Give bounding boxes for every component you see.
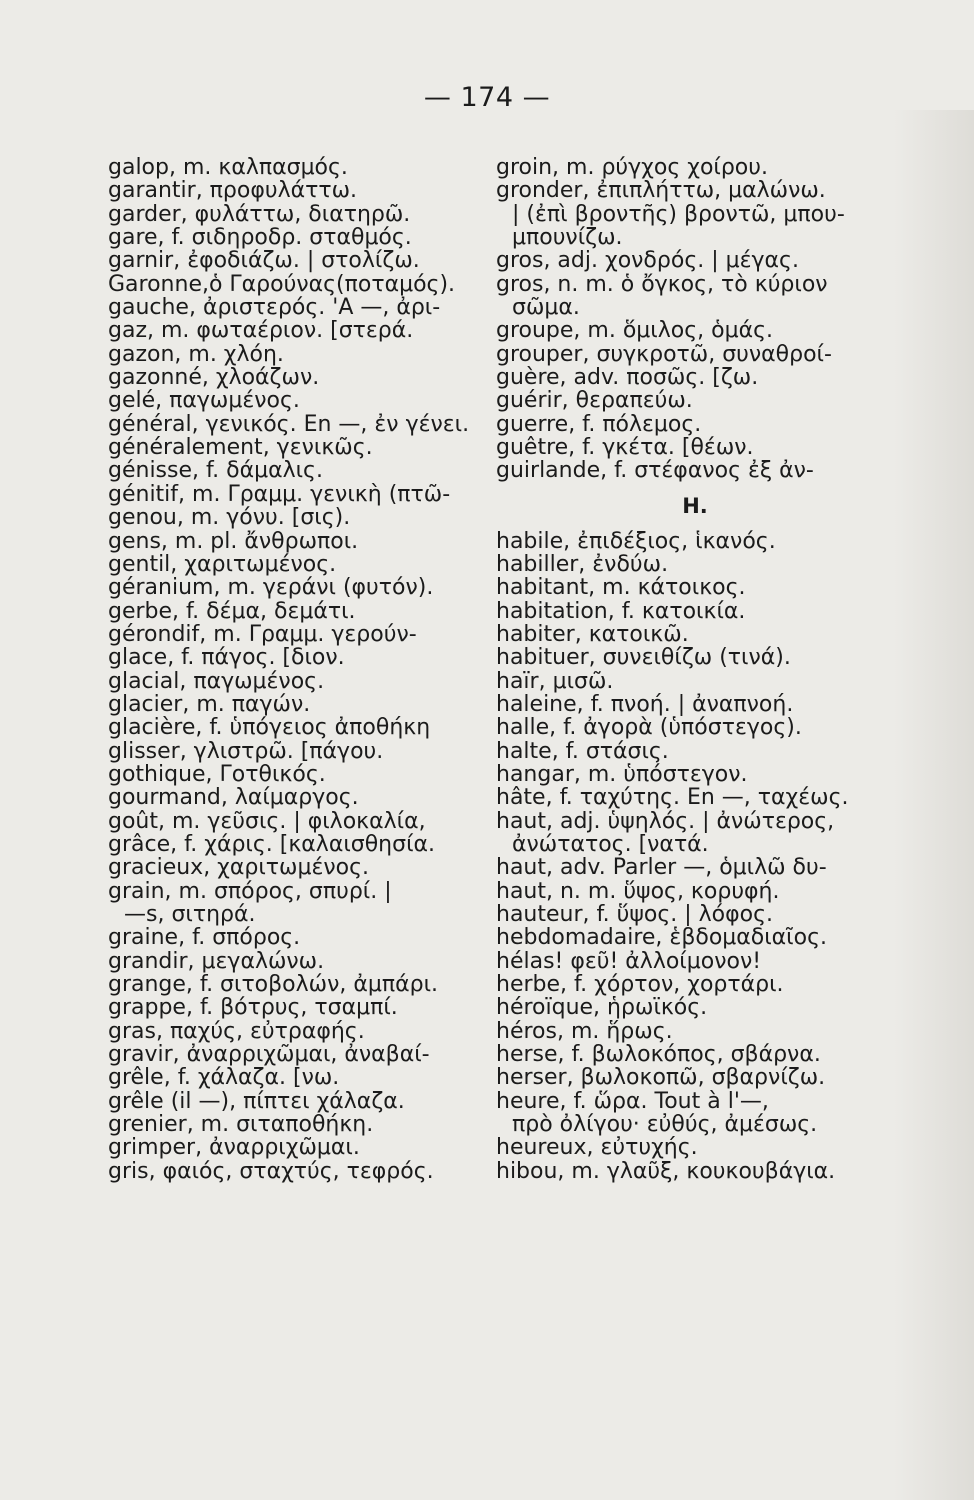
right-entry-line: halte, f. στάσις. (496, 739, 669, 763)
right-entry-line: guêtre, f. γκέτα. [θέων. (496, 436, 754, 460)
right-entry-line: hangar, m. ὑπόστεγον. (496, 762, 748, 787)
left-entry-line: général, γενικός. En —, ἐν γένει. (108, 412, 470, 437)
left-entry-line: glace, f. πάγος. [διον. (108, 646, 345, 670)
left-entry-line: glacière, f. ὑπόγειος ἀποθήκη (108, 716, 431, 740)
right-entry-line: heureux, εὐτυχής. (496, 1136, 698, 1160)
left-entry-line: gris, φαιός, σταχτύς, τεφρός. (108, 1159, 434, 1184)
left-entry-line: garantir, προφυλάττω. (108, 179, 358, 203)
page-number: — 174 — (423, 82, 551, 113)
left-entry-line: généralement, γενικῶς. (108, 436, 373, 460)
left-entry-line: grimper, ἀναρριχῶμαι. (108, 1136, 360, 1160)
left-entry-line: grêle, f. χάλαζα. [νω. (108, 1066, 340, 1090)
right-entry-line: habiter, κατοικῶ. (496, 622, 689, 647)
right-entry-line: hâte, f. ταχύτης. En —, ταχέως. (496, 786, 849, 810)
left-entry-line: grange, f. σιτοβολών, ἀμπάρι. (108, 973, 439, 997)
right-entry-line: gros, adj. χονδρός. | μέγας. (496, 249, 799, 273)
right-entry-line: haut, adj. ὑψηλός. | ἀνώτερος, (496, 809, 835, 833)
left-entry-line: gérondif, m. Γραμμ. γερούν- (108, 622, 417, 647)
left-entry-line: génitif, m. Γραμμ. γενικὴ (πτῶ- (108, 482, 451, 507)
right-entry-line: hauteur, f. ὕψος. | λόφος. (496, 903, 773, 927)
left-entry-line: gens, m. pl. ἄνθρωποι. (108, 529, 359, 553)
left-entry-line: grêle (il —), πίπτει χάλαζα. (108, 1089, 405, 1114)
right-entry-line: groupe, m. ὅμιλος, ὁμάς. (496, 319, 773, 343)
left-entry-line: grain, m. σπόρος, σπυρί. | (108, 879, 392, 903)
right-column (496, 156, 894, 1183)
right-entry-line: guirlande, f. στέφανος ἐξ ἀν- (496, 459, 814, 483)
right-entry-line: habituer, συνειθίζω (τινά). (496, 646, 791, 670)
left-entry-line: goût, m. γεῦσις. | φιλοκαλία, (108, 809, 426, 833)
right-entry-line: σῶμα. (512, 296, 580, 320)
right-entry-line: groin, m. ρύγχος χοίρου. (496, 156, 768, 180)
left-entry-line: gauche, ἀριστερός. 'A —, ἀρι- (108, 296, 441, 320)
left-entry-line: gare, f. σιδηροδρ. σταθμός. (108, 226, 412, 250)
left-entry-line: glacial, παγωμένος. (108, 669, 325, 693)
right-entry-line: heure, f. ὥρα. Tout à l'—, (496, 1089, 769, 1114)
left-entry-line: Garonne,ὁ Γαρούνας(ποταμός). (108, 272, 456, 297)
left-entry-line: graine, f. σπόρος. (108, 926, 301, 950)
right-entry-line: guérir, θεραπεύω. (496, 389, 693, 413)
left-entry-line: garder, φυλάττω, διατηρῶ. (108, 202, 411, 227)
right-entry-line: guerre, f. πόλεμος. (496, 412, 702, 437)
left-entry-line: gerbe, f. δέμα, δεμάτι. (108, 599, 356, 623)
right-entry-line: grouper, συγκροτῶ, συναθροί- (496, 342, 832, 367)
left-entry-line: gras, παχύς, εὐτραφής. (108, 1019, 365, 1044)
facing-page-shadow (894, 110, 974, 1500)
right-entry-line: héroïque, ἡρωϊκός. (496, 996, 708, 1020)
right-entry-line: habiller, ἐνδύω. (496, 552, 669, 577)
right-entry-line: halle, f. ἀγορὰ (ὑπόστεγος). (496, 716, 802, 740)
right-entry-line: herbe, f. χόρτον, χορτάρι. (496, 973, 784, 997)
right-entry-line: hebdomadaire, ἑβδομαδιαῖος. (496, 926, 827, 950)
left-entry-line: gazon, m. χλόη. (108, 342, 284, 367)
right-entry-line: gros, n. m. ὁ ὄγκος, τὸ κύριον (496, 272, 828, 297)
right-entry-line: habitation, f. κατοικία. (496, 599, 746, 623)
left-entry-line: génisse, f. δάμαλις. (108, 459, 323, 483)
left-entry-line: gothique, Γοτθικός. (108, 762, 326, 787)
right-entry-line: herser, βωλοκοπῶ, σβαρνίζω. (496, 1066, 826, 1090)
right-entry-line: | (ἐπὶ βροντῆς) βροντῶ, μπου- (512, 202, 845, 227)
right-entry-line: hibou, m. γλαῦξ, κουκουβάγια. (496, 1159, 836, 1184)
left-entry-line: genou, m. γόνυ. [σις). (108, 506, 351, 530)
right-entry-line: héros, m. ἥρως. (496, 1019, 673, 1044)
left-entry-line: grandir, μεγαλώνω. (108, 949, 325, 974)
left-entry-line: glisser, γλιστρῶ. [πάγου. (108, 739, 384, 763)
right-entry-line: habitant, m. κάτοικος. (496, 576, 746, 600)
left-entry-line: grappe, f. βότρυς, τσαμπί. (108, 996, 398, 1020)
right-entry-line: haut, adv. Parler —, ὁμιλῶ δυ- (496, 856, 827, 880)
left-entry-line: gazonné, χλοάζων. (108, 366, 320, 390)
left-entry-line: garnir, ἐφοδιάζω. | στολίζω. (108, 249, 420, 273)
left-entry-line: gravir, ἀναρριχῶμαι, ἀναβαί- (108, 1043, 430, 1067)
left-entry-line: grenier, m. σιταποθήκη. (108, 1113, 374, 1137)
left-entry-line: gourmand, λαίμαργος. (108, 786, 359, 810)
right-entry-line: μπουνίζω. (512, 226, 623, 250)
right-entry-line: gronder, ἐπιπλήττω, μαλώνω. (496, 179, 826, 203)
left-entry-line: gentil, χαριτωμένος. (108, 552, 337, 577)
left-entry-line: géranium, m. γεράνι (φυτόν). (108, 576, 434, 600)
left-entry-line: gracieux, χαριτωμένος. (108, 856, 370, 880)
right-entry-line: habile, ἐπιδέξιος, ἱκανός. (496, 529, 776, 553)
right-entry-line: guère, adv. ποσῶς. [ζω. (496, 366, 759, 390)
right-entry-line: ἀνώτατος. [νατά. (512, 832, 709, 857)
right-entry-line: herse, f. βωλοκόπος, σβάρνα. (496, 1043, 821, 1067)
right-entry-line: hélas! φεῦ! ἀλλοίμονον! (496, 949, 762, 974)
left-entry-line: galop, m. καλπασμός. (108, 156, 348, 180)
left-entry-line: gaz, m. φωταέριον. [στερά. (108, 319, 414, 343)
right-entry-line: haut, n. m. ὕψος, κορυφή. (496, 879, 780, 903)
left-column (108, 156, 494, 1183)
right-entry-line: haïr, μισῶ. (496, 669, 614, 693)
left-entry-line: —s, σιτηρά. (124, 903, 256, 927)
right-entry-line: haleine, f. πνοή. | ἀναπνοή. (496, 692, 794, 717)
right-entry-line: πρὸ ὀλίγου· εὐθύς, ἀμέσως. (512, 1113, 818, 1137)
left-entry-line: grâce, f. χάρις. [καλαισθησία. (108, 832, 436, 857)
left-entry-line: glacier, m. παγών. (108, 692, 311, 717)
section-heading: H. (682, 493, 708, 518)
left-entry-line: gelé, παγωμένος. (108, 389, 300, 413)
